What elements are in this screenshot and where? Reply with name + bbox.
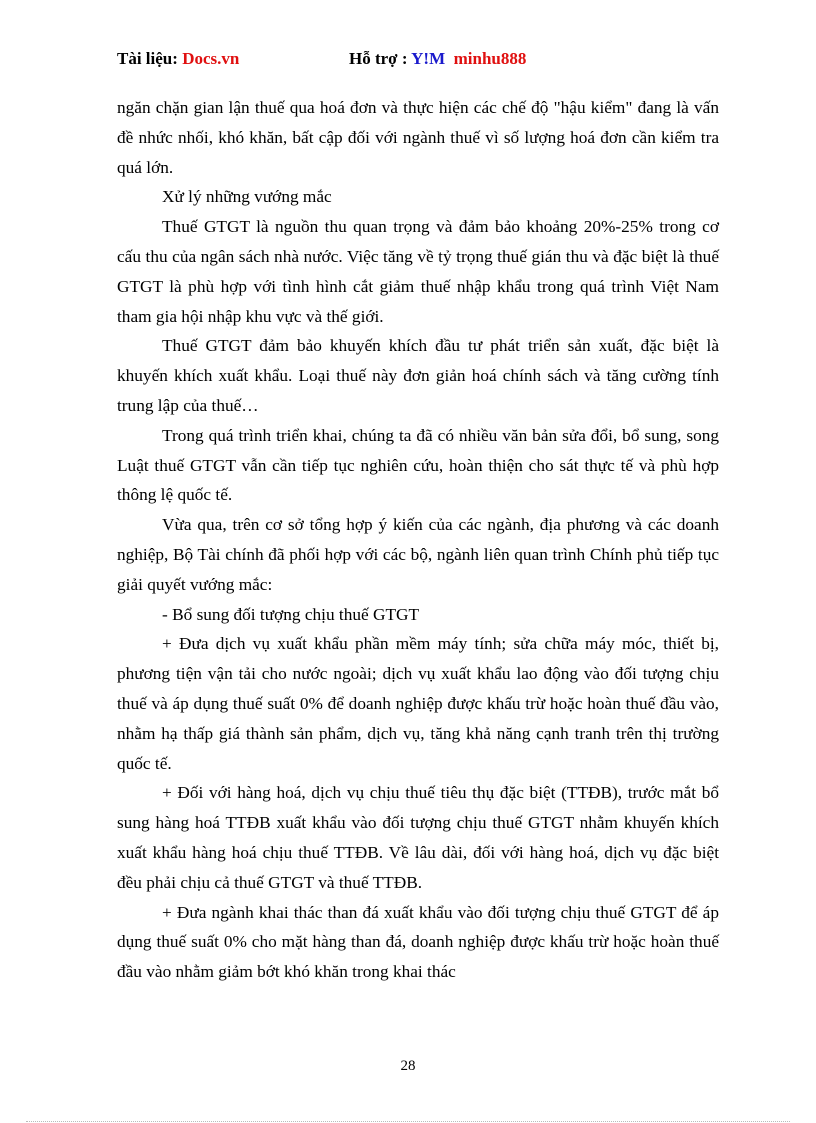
support-info bbox=[349, 49, 526, 69]
support-ym: Y!M bbox=[411, 49, 446, 68]
list-item: + Đưa ngành khai thác than đá xuất khẩu vào đối tượng chịu thuế GTGT để áp dụng thuế suất 0% cho mặt hàng than đá, doanh nghiệp được khấu trừ hoặc hoàn thuế đầu vào nhằm giảm bớt khó khăn trong khai thác bbox=[117, 902, 719, 982]
paragraph-continued: ngăn chặn gian lận thuế qua hoá đơn và thực hiện các chế độ "hậu kiểm" đang là vấn đề nhức nhối, khó khăn, bất cập đối với ngành thuế vì số lượng hoá đơn cần kiểm tra quá lớn. bbox=[117, 98, 719, 177]
doc-link[interactable]: Docs.vn bbox=[182, 49, 240, 68]
list-item: + Đối với hàng hoá, dịch vụ chịu thuế tiêu thụ đặc biệt (TTĐB), trước mắt bổ sung hàng hoá TTĐB xuất khẩu vào đối tượng chịu thuế GTGT nhằm khuyến khích xuất khẩu hàng hoá chịu thuế TTĐB. Về lâu dài, đối với hàng hoá, dịch vụ đặc biệt đều phải chịu cả thuế GTGT và thuế TTĐB. bbox=[117, 783, 719, 892]
doc-label: Tài liệu bbox=[117, 49, 173, 68]
list-heading: - Bổ sung đối tượng chịu thuế GTGT bbox=[162, 604, 420, 624]
support-user[interactable]: minhu888 bbox=[453, 49, 527, 68]
paragraph: Vừa qua, trên cơ sở tổng hợp ý kiến của các ngành, địa phương và các doanh nghiệp, Bộ Tài chính đã phối hợp với các bộ, ngành liên quan trình Chính phủ tiếp tục giải quyết vướng mắc: bbox=[117, 515, 719, 594]
body-text bbox=[117, 93, 719, 987]
support-separator: : bbox=[397, 49, 412, 68]
section-heading: Xử lý những vướng mắc bbox=[162, 187, 332, 207]
support-label: Hỗ trợ bbox=[349, 49, 398, 68]
page-number: 28 bbox=[400, 1058, 416, 1074]
page-bottom-divider bbox=[26, 1121, 790, 1122]
paragraph: Thuế GTGT đảm bảo khuyến khích đầu tư phát triển sản xuất, đặc biệt là khuyến khích xuất khẩu. Loại thuế này đơn giản hoá chính sách và tăng cường tính trung lập của thuế… bbox=[117, 336, 719, 415]
paragraph: Trong quá trình triển khai, chúng ta đã có nhiều văn bản sửa đổi, bổ sung, song Luật thuế GTGT vẫn cần tiếp tục nghiên cứu, hoàn thiện cho sát thực tế và phù hợp thông lệ quốc tế. bbox=[117, 425, 719, 505]
doc-separator: : bbox=[172, 49, 183, 68]
list-item: + Đưa dịch vụ xuất khẩu phần mềm máy tính; sửa chữa máy móc, thiết bị, phương tiện vận tải cho nước ngoài; dịch vụ xuất khẩu lao động vào đối tượng chịu thuế và áp dụng thuế suất 0% để doanh nghiệp được khấu trừ hoặc hoàn thuế đầu vào, nhằm hạ thấp giá thành sản phẩm, dịch vụ, tăng khả năng cạnh tranh trên thị trường quốc tế. bbox=[117, 634, 719, 773]
doc-source bbox=[117, 49, 239, 69]
paragraph: Thuế GTGT là nguồn thu quan trọng và đảm bảo khoảng 20%-25% trong cơ cấu thu của ngân sách nhà nước. Việc tăng về tỷ trọng thuế gián thu và đặc biệt là thuế GTGT là phù hợp với tình hình cắt giảm thuế nhập khẩu trong quá trình Việt Nam tham gia hội nhập khu vực và thế giới. bbox=[117, 217, 719, 326]
page-header bbox=[117, 49, 717, 71]
